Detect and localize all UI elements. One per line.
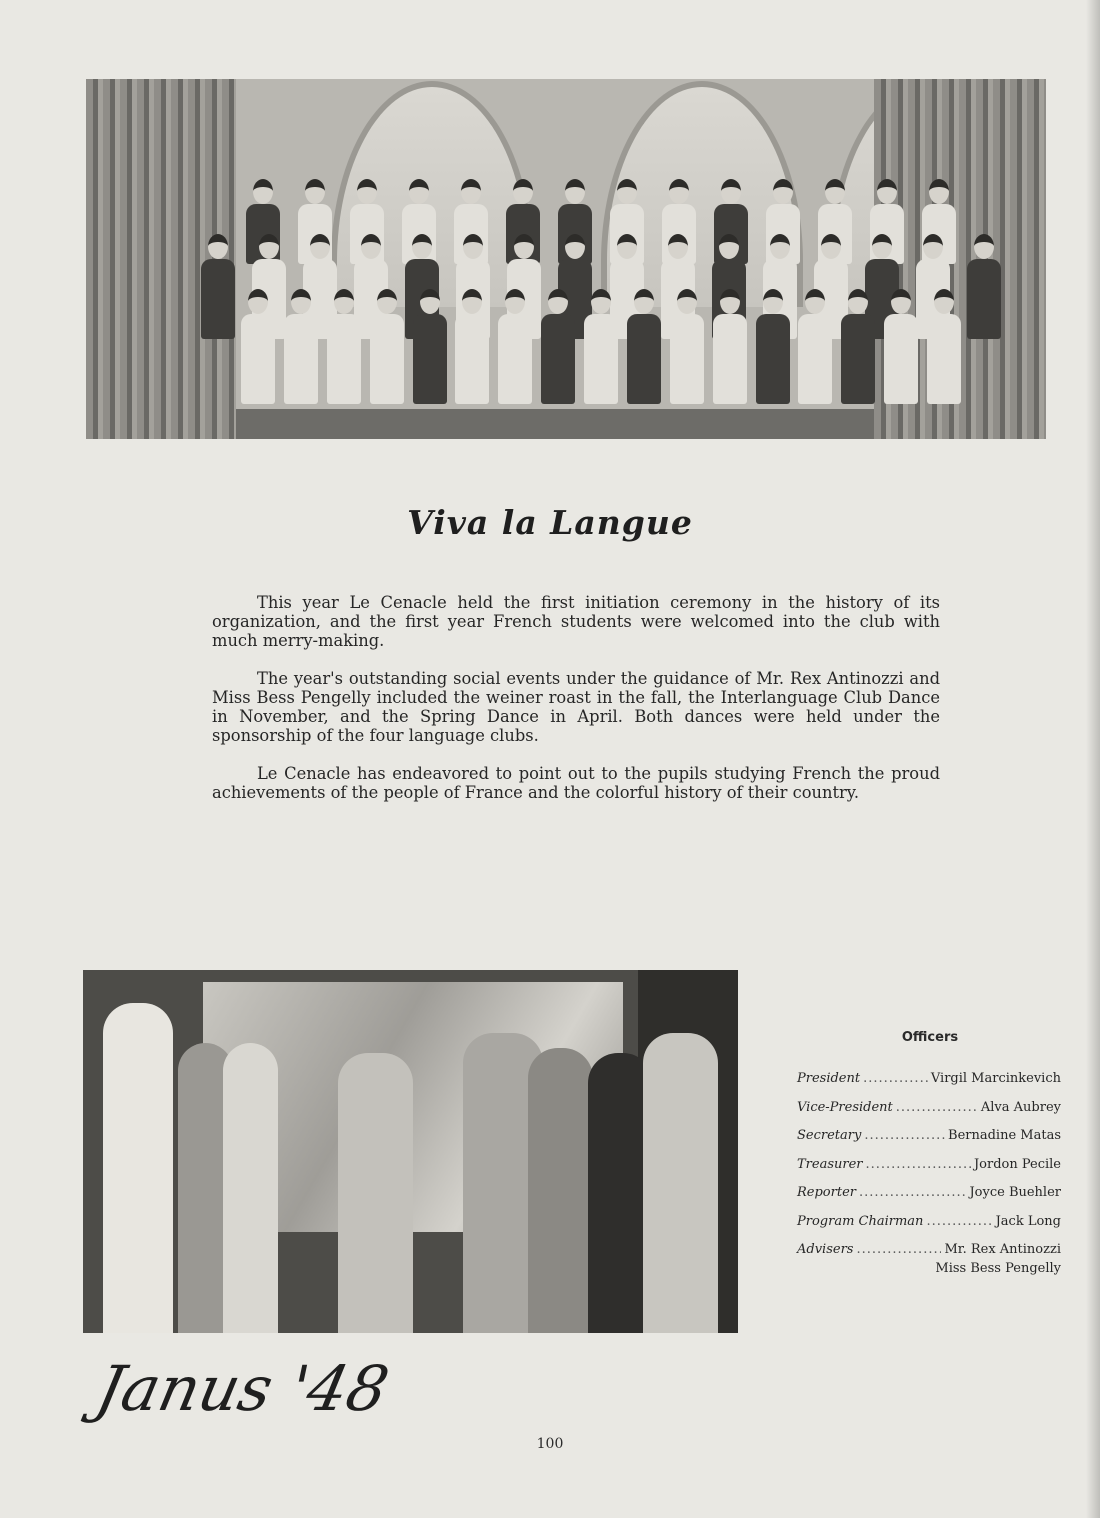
officer-row: Program Chairman ..... Jack Long [797,1214,1061,1243]
standing-person [528,1048,593,1333]
section-title: Viva la Langue [407,503,693,542]
officers-photo [83,970,738,1333]
standing-person [103,1003,173,1333]
standing-person [643,1033,718,1333]
officers-heading: Officers [901,1030,959,1045]
adviser-second: Miss Bess Pengelly [935,1260,1061,1276]
page-number: 100 [536,1436,564,1452]
officer-row: President ..... Virgil Marcinkevich [797,1071,1061,1100]
page-edge-shadow [1086,0,1100,1518]
paragraph: Le Cenacle has endeavored to point out to the pupils studying French the proud achievements of the people of France and the colorful history of their country. [212,764,940,802]
officer-row: Reporter ..... Joyce Buehler [797,1185,1061,1214]
officer-row: Secretary ..... Bernadine Matas [797,1128,1061,1157]
standing-person [223,1043,278,1333]
officer-row: Advisers ..... Mr. Rex Antinozzi [797,1242,1061,1271]
officer-row: Treasurer ..... Jordon Pecile [797,1157,1061,1186]
yearbook-logo: Janus '48 [90,1352,395,1425]
officer-row: Vice-President ..... Alva Aubrey [797,1100,1061,1129]
officers-list [797,1071,1061,1276]
standing-person [338,1053,413,1333]
front-row [201,289,1001,404]
club-group-photo [86,79,1046,439]
body-text [212,593,940,821]
paragraph: This year Le Cenacle held the first initiation ceremony in the history of its organization, and the first year French students were welcomed into the club with much merry-making. [212,593,940,650]
paragraph: The year's outstanding social events under the guidance of Mr. Rex Antinozzi and Miss Bess Pengelly included the weiner roast in the fall, the Interlanguage Club Dance in November, and the Spring Dance in April. Both dances were held under the sponsorship of the four language clubs. [212,669,940,745]
